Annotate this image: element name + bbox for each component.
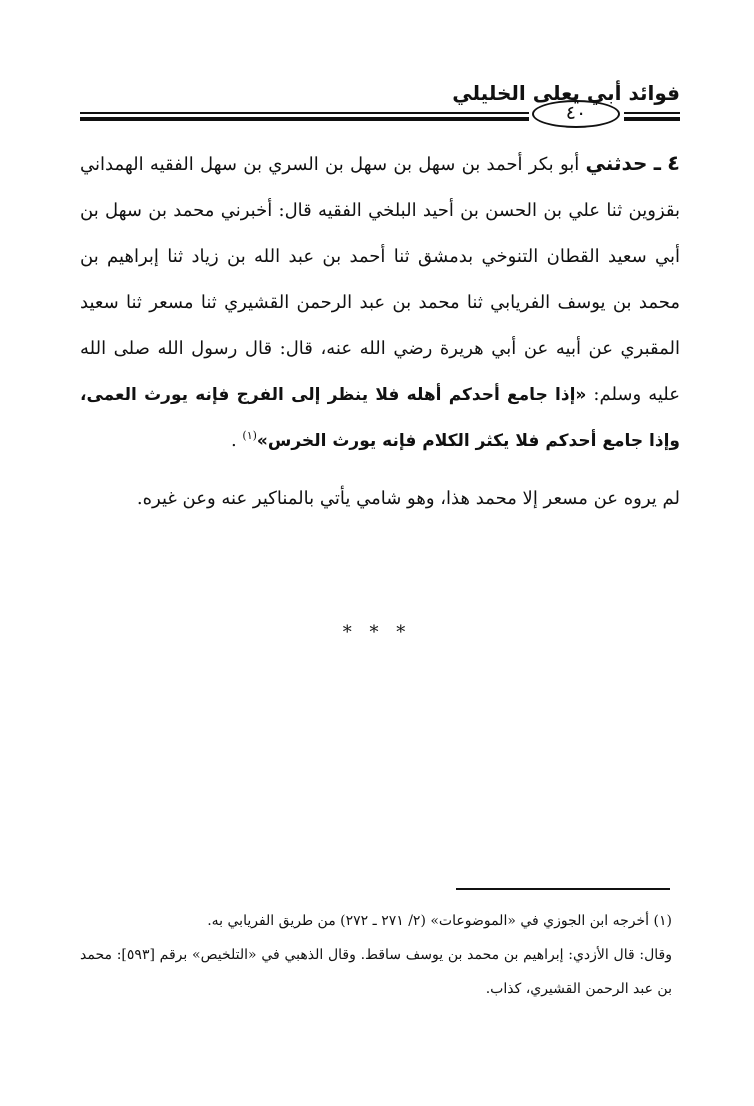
isnad-text: أبو بكر أحمد بن سهل بن سهل بن السري بن سهل الفقيه الهمداني بقزوين ثنا علي بن الحسن بن أحيد البلخي الفقيه قال: أخبرني محمد بن سهل بن أبي سعيد القطان التنوخي بدمشق ثنا أحمد بن عبد الله بن زياد ثنا إبراهيم بن محمد بن يوسف الفريابي ثنا محمد بن عبد الرحمن القشيري ثنا مسعر ثنا سعيد المقبري عن أبيه عن أبي هريرة رضي الله عنه، قال: قال رسول الله صلى الله عليه وسلم:: [80, 154, 681, 405]
page-number: ٤٠: [532, 100, 620, 128]
header-rule-right: [624, 112, 680, 121]
entry-number: ٤: [667, 151, 680, 175]
footnote-1-continued: وقال: قال الأزدي: إبراهيم بن محمد بن يوسف ساقط. وقال الذهبي في «التلخيص» برقم [٥٩٣]: محمد بن عبد الرحمن القشيري، كذاب.: [80, 947, 672, 997]
hadith-text: «إذا جامع أحدكم أهله فلا ينظر إلى الفرج فإنه يورث العمى، وإذا جامع أحدكم فلا يكثر الكلام فإنه يورث الخرس»: [80, 385, 680, 451]
section-separator: * * *: [342, 622, 412, 643]
footnote-marker: (١): [242, 429, 257, 442]
footnote-1: (١) أخرجه ابن الجوزي في «الموضوعات» (٢/ ٢٧١ ـ ٢٧٢) من طريق الفريابي به.: [207, 913, 672, 929]
page-header: [80, 78, 680, 134]
end-mark: .: [230, 430, 243, 451]
footnotes: [80, 904, 672, 1006]
hadith-entry: [80, 140, 680, 464]
footnote-divider: [456, 888, 670, 890]
commentary: لم يروه عن مسعر إلا محمد هذا، وهو شامي يأتي بالمناكير عنه وعن غيره.: [136, 488, 680, 509]
main-text: [80, 140, 680, 522]
lead-word: حدثني: [585, 151, 648, 175]
running-title: فوائد أبي يعلى الخليلي: [452, 81, 680, 105]
entry-separator: ـ: [653, 151, 661, 175]
header-rule-left: [80, 112, 529, 121]
